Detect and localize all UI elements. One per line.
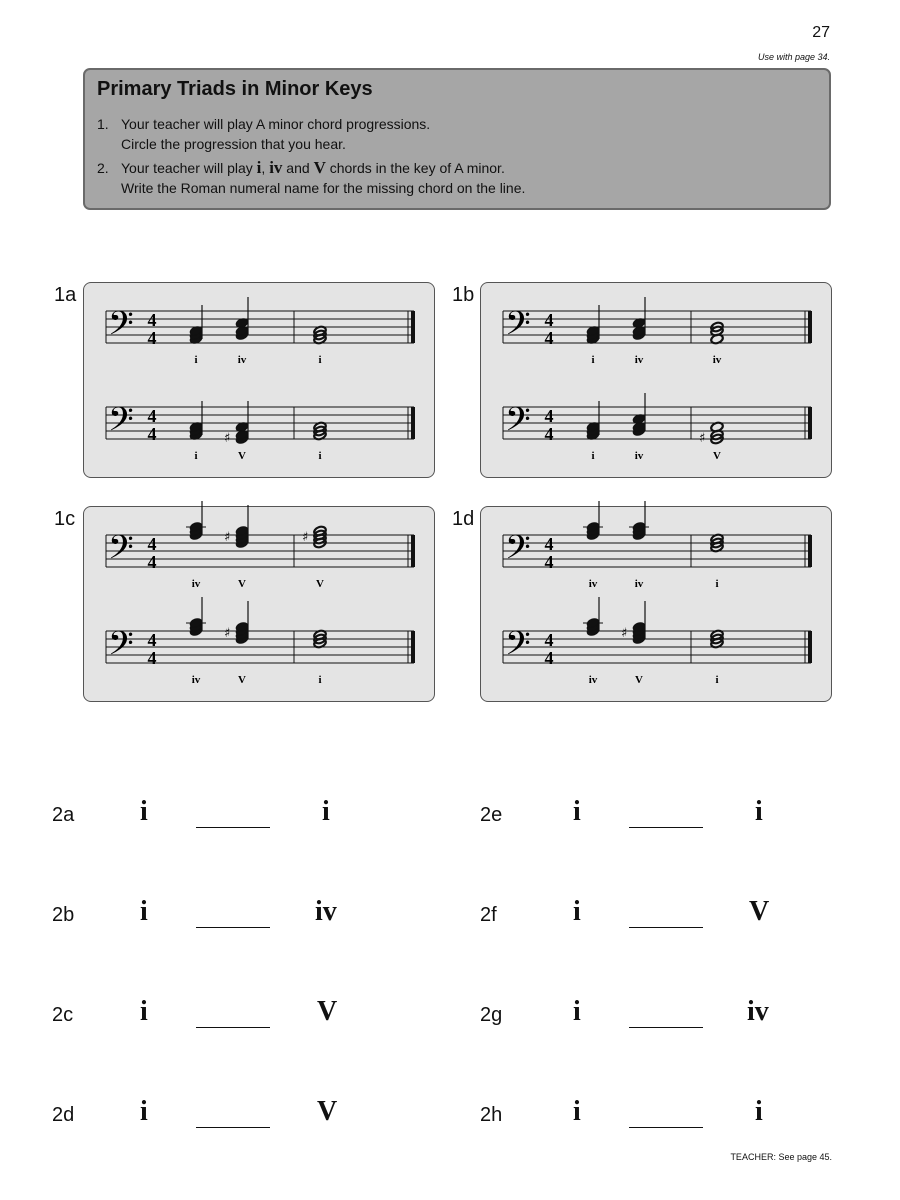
roman-numeral: i [256,158,262,177]
time-signature-bottom: 4 [544,648,554,668]
step-text-continued: Write the Roman numeral name for the missing chord on the line. [121,180,526,196]
roman-numeral: V [313,158,326,177]
question-label-2h: 2h [480,1104,503,1126]
time-signature-bottom: 4 [147,552,157,572]
answer-blank-2a[interactable] [196,826,270,828]
chord-notes [710,321,724,345]
time-signature-top: 4 [544,534,554,554]
time-signature-bottom: 4 [147,424,157,444]
panel-1c [83,506,435,702]
instructions-title: Primary Triads in Minor Keys [97,78,373,100]
given-chord-last: i [755,1096,763,1127]
staff-1d-option-1[interactable] [481,507,833,597]
sharp-icon: ♯ [224,530,231,545]
time-signature-top: 4 [147,534,157,554]
staff-1b-option-1[interactable] [481,283,833,373]
panel-1d [480,506,832,702]
answer-blank-2f[interactable] [629,926,703,928]
question-label-2d: 2d [52,1104,75,1126]
chord-label: i [591,450,595,462]
chord-label: iv [191,578,201,590]
chord-notes [313,629,327,649]
answer-blank-2e[interactable] [629,826,703,828]
chord-label: iv [588,674,598,686]
chord-notes [224,601,249,645]
time-signature-bottom: 4 [147,328,157,348]
sharp-icon: ♯ [224,431,231,446]
chord-label: i [318,450,322,462]
sharp-icon: ♯ [224,626,231,641]
given-chord-first: i [573,996,581,1027]
instruction-step-1 [97,114,430,154]
time-signature-bottom: 4 [544,552,554,572]
chord-label: i [194,450,198,462]
question-label-1a: 1a [54,284,77,306]
question-label-2g: 2g [480,1004,503,1026]
chord-label: i [591,354,595,366]
question-label-2e: 2e [480,804,503,826]
page-number: 27 [812,24,830,41]
step-text: Your teacher will play A minor chord progressions. [121,116,431,132]
question-label-1d: 1d [452,508,475,530]
given-chord-last: i [322,796,330,827]
chord-label: iv [237,354,247,366]
chord-label: i [715,578,719,590]
chord-notes [313,325,327,345]
chord-label: iv [634,578,644,590]
time-signature-bottom: 4 [544,328,554,348]
step-text: Your teacher will play [121,160,257,176]
chord-label: iv [191,674,201,686]
chord-label: iv [712,354,722,366]
step-text: and [282,160,314,176]
sharp-icon: ♯ [302,530,309,545]
step-text-continued: Circle the progression that you hear. [121,136,346,152]
given-chord-last: V [317,1096,338,1127]
chord-label: iv [634,354,644,366]
given-chord-first: i [140,1096,148,1127]
bass-clef-icon: 𝄢 [108,625,134,671]
step-number: 1. [97,116,109,132]
bass-clef-icon: 𝄢 [108,529,134,575]
given-chord-last: V [749,896,770,927]
instructions-box [83,68,831,210]
chord-label: V [238,578,246,590]
chord-notes [224,505,249,549]
time-signature-bottom: 4 [544,424,554,444]
chord-notes [302,525,327,549]
answer-blank-2h[interactable] [629,1126,703,1128]
sharp-icon: ♯ [621,626,628,641]
chord-label: i [194,354,198,366]
time-signature-top: 4 [544,630,554,650]
chord-label: i [318,674,322,686]
chord-notes [621,601,646,645]
chord-label: i [318,354,322,366]
bass-clef-icon: 𝄢 [108,401,134,447]
chord-label: V [713,450,721,462]
given-chord-last: iv [315,896,337,927]
chord-label: i [715,674,719,686]
step-text: , [261,160,270,176]
question-label-2c: 2c [52,1004,74,1026]
staff-1a-option-1[interactable] [84,283,436,373]
bass-clef-icon: 𝄢 [505,625,531,671]
instruction-step-2 [97,158,525,198]
bass-clef-icon: 𝄢 [505,401,531,447]
staff-1b-option-2[interactable] [481,379,833,469]
time-signature-top: 4 [544,310,554,330]
time-signature-top: 4 [147,310,157,330]
chord-notes [710,533,724,553]
roman-numeral: iv [269,158,283,177]
time-signature-top: 4 [147,630,157,650]
answer-blank-2d[interactable] [196,1126,270,1128]
given-chord-first: i [573,1096,581,1127]
time-signature-top: 4 [544,406,554,426]
chord-label: V [635,674,643,686]
question-label-2b: 2b [52,904,75,926]
question-label-1b: 1b [452,284,475,306]
answer-blank-2c[interactable] [196,1026,270,1028]
given-chord-first: i [573,796,581,827]
bass-clef-icon: 𝄢 [505,529,531,575]
bass-clef-icon: 𝄢 [505,305,531,351]
panel-1a [83,282,435,478]
chord-notes [313,421,327,441]
step-number: 2. [97,160,109,176]
given-chord-first: i [140,996,148,1027]
given-chord-last: V [317,996,338,1027]
chord-label: V [238,450,246,462]
given-chord-first: i [140,796,148,827]
answer-blank-2b[interactable] [196,926,270,928]
given-chord-last: i [755,796,763,827]
staff-1a-option-2[interactable] [84,379,436,469]
chord-label: V [238,674,246,686]
staff-1d-option-2[interactable] [481,603,833,693]
step-text: chords in the key of A minor. [325,160,505,176]
staff-1c-option-1[interactable] [84,507,436,597]
sharp-icon: ♯ [699,431,706,446]
chord-label: iv [588,578,598,590]
question-label-2a: 2a [52,804,75,826]
teacher-note: TEACHER: See page 45. [730,1152,832,1162]
chord-label: V [316,578,324,590]
staff-1c-option-2[interactable] [84,603,436,693]
panel-1b [480,282,832,478]
time-signature-bottom: 4 [147,648,157,668]
given-chord-first: i [573,896,581,927]
given-chord-last: iv [747,996,769,1027]
question-label-1c: 1c [54,508,76,530]
time-signature-top: 4 [147,406,157,426]
answer-blank-2g[interactable] [629,1026,703,1028]
use-with-note: Use with page 34. [757,52,830,62]
bass-clef-icon: 𝄢 [108,305,134,351]
chord-notes [699,421,724,446]
given-chord-first: i [140,896,148,927]
chord-notes [710,629,724,649]
chord-label: iv [634,450,644,462]
question-label-2f: 2f [480,904,497,926]
